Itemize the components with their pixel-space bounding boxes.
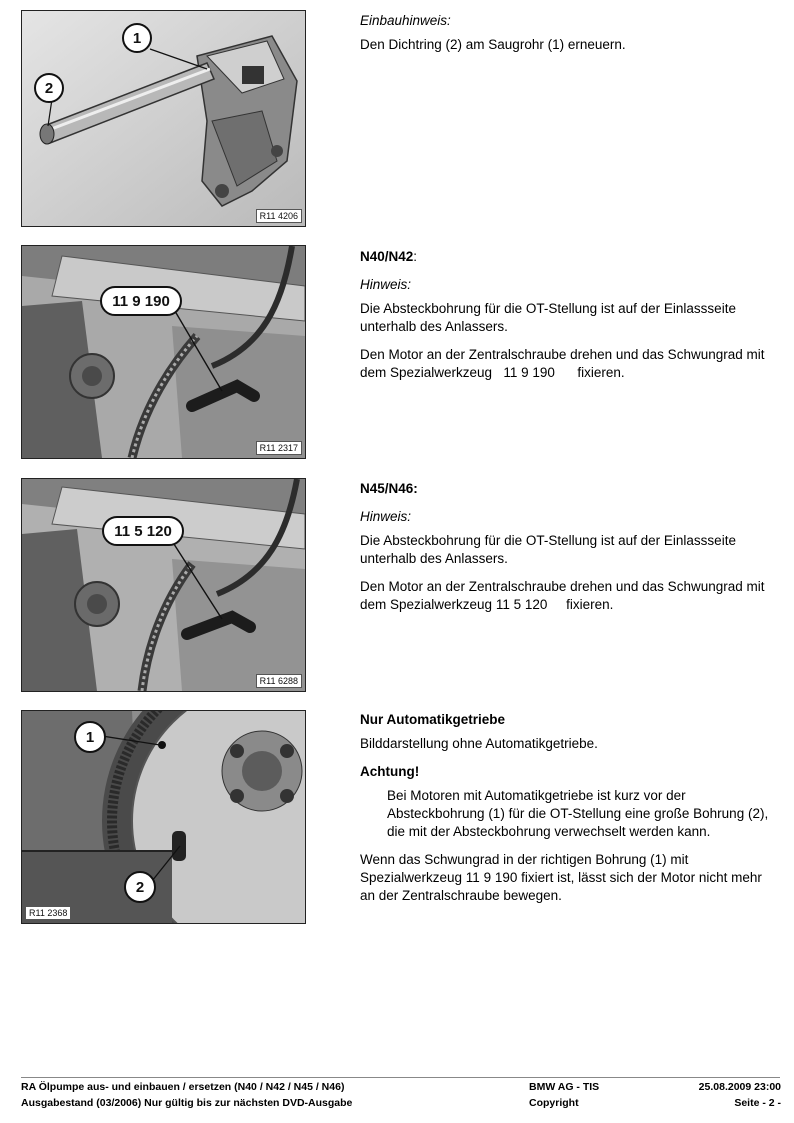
figure-code: R11 2368 [25,906,71,920]
footer-edition: Ausgabestand (03/2006) Nur gültig bis zur nächsten DVD-Ausgabe [21,1097,353,1109]
figure-n40-n42-tool [21,245,306,459]
intro-text: Bilddarstellung ohne Automatikgetriebe. [360,736,598,751]
heading-colon: : [413,249,418,264]
intake-pipe-drawing [22,11,305,226]
note-label: Einbauhinweis: [360,13,451,28]
callout-1: 1 [74,721,106,753]
warning-title: Achtung! [360,764,420,779]
note-label: Hinweis: [360,277,412,292]
figure-code: R11 4206 [256,209,302,223]
figure-flywheel [21,710,306,924]
note-text: Die Absteckbohrung für die OT-Stellung ist auf der Einlassseite unterhalb des Anlassers. [360,533,736,566]
footer-document-title: RA Ölpumpe aus- und einbauen / ersetzen (N40 / N42 / N45 / N46) [21,1081,345,1093]
section-heading [360,248,780,266]
warning-text: Bei Motoren mit Automatikgetriebe ist kurz vor der Absteckbohrung (1) für die OT-Stellung eine große Bohrung (2), die mit der Absteckbohrung verwechselt werden kann. [387,788,769,839]
note-label: Hinweis: [360,509,412,524]
callout-1: 1 [122,23,152,53]
callout-tool-11-5-120: 11 5 120 [102,516,184,546]
footer-publisher: BMW AG - TIS [529,1081,600,1093]
instruction-text: Den Motor an der Zentralschraube drehen und das Schwungrad mit dem Spezialwerkzeug 11 9 190 fixieren. [360,347,769,380]
flywheel-photo [22,711,305,923]
note-text: Die Absteckbohrung für die OT-Stellung ist auf der Einlassseite unterhalb des Anlassers. [360,301,736,334]
section-n45-n46 [360,480,780,614]
figure-intake-pipe [21,10,306,227]
closing-text: Wenn das Schwungrad in der richtigen Bohrung (1) mit Spezialwerkzeug 11 9 190 fixiert ist, lässt sich der Motor nicht mehr an der Zentralschraube bewegen. [360,852,762,903]
section-heading: N45/N46: [360,481,418,496]
callout-2: 2 [34,73,64,103]
callout-2: 2 [124,871,156,903]
figure-code: R11 2317 [256,441,302,455]
section-n40-n42 [360,248,780,382]
figure-n45-n46-tool [21,478,306,692]
instruction-text: Den Motor an der Zentralschraube drehen und das Schwungrad mit dem Spezialwerkzeug 11 5 120 fixieren. [360,579,769,612]
footer-timestamp: 25.08.2009 23:00 [698,1081,781,1093]
n40-n42-photo [22,246,305,458]
note-text: Den Dichtring (2) am Saugrohr (1) erneuern. [360,37,626,52]
section-installation-note [360,12,780,54]
n45-n46-photo [22,479,305,691]
figure-code: R11 6288 [256,674,302,688]
section-heading: Nur Automatikgetriebe [360,712,506,727]
heading-model: N40/N42 [360,249,414,264]
section-automatic-transmission [360,711,780,905]
callout-tool-11-9-190: 11 9 190 [100,286,182,316]
footer-copyright: Copyright [529,1097,579,1109]
footer-divider [21,1077,780,1078]
footer-page-number: Seite - 2 - [734,1097,781,1109]
